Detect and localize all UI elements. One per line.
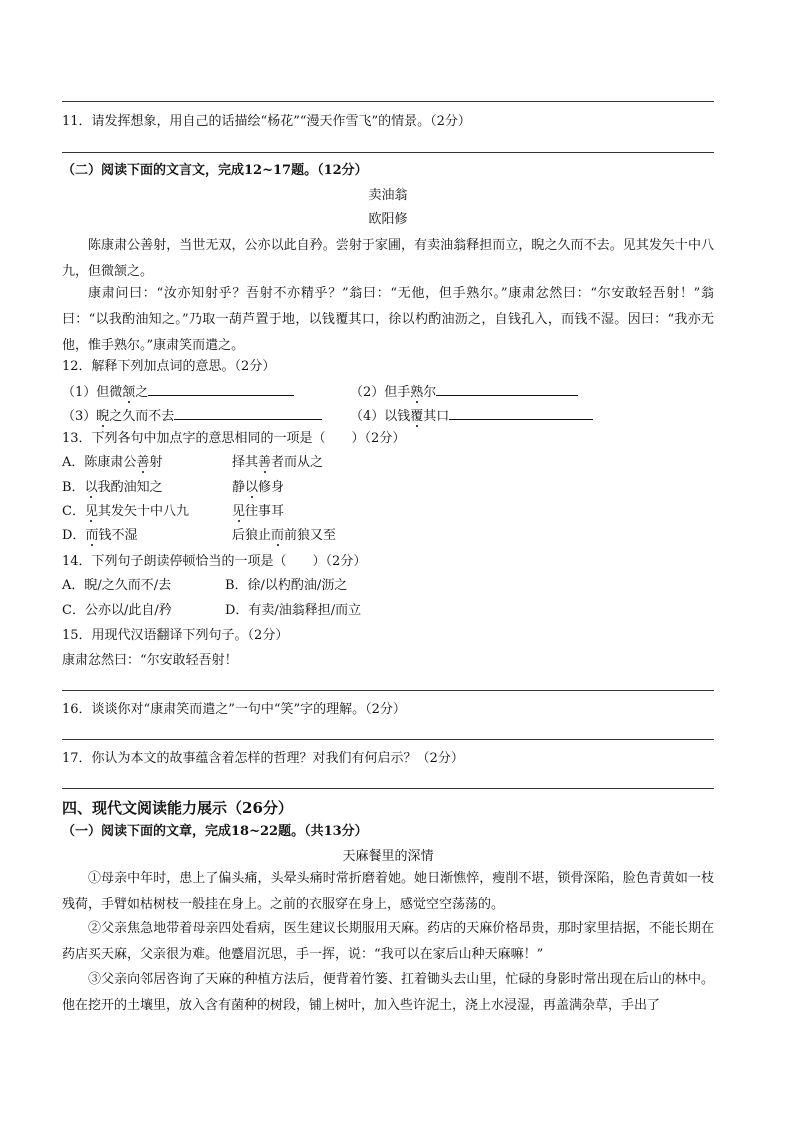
article-paragraph-1: ①母亲中年时，患上了偏头痛，头晕头痛时常折磨着她。她日渐憔悴，瘦削不堪，锁骨深陷，脸色青黄如一枝残荷，手臂如枯树枝一般挂在身上。之前的衣服穿在身上，感觉空空荡荡的。	[62, 871, 714, 912]
question-17: 17．你认为本文的故事蕴含着怎样的哲理？对我们有何启示？（2分）	[62, 751, 464, 766]
article-paragraph-2: ②父亲焦急地带着母亲四处看病，医生建议长期服用天麻。药店的天麻价格昂贵，那时家里拮据，不能长期在药店买天麻，父亲很为难。他蹙眉沉思，手一挥，说：“我可以在家后山种天麻嘛！”	[62, 921, 714, 962]
q13-option-d-left: D．而钱不湿	[62, 528, 138, 543]
question-11: 11．请发挥想象，用自己的话描绘“杨花”“漫天作雪飞”的情景。（2分）	[62, 114, 471, 129]
section-4-heading: 四、现代文阅读能力展示（26分）	[62, 799, 293, 817]
section-2-heading: （二）阅读下面的文言文，完成12~17题。（12分）	[62, 163, 368, 178]
q14-option-c: C．公亦以/此自/矜	[62, 603, 172, 618]
question-14-stem: 14．下列句子朗读停顿恰当的一项是（ ）（2分）	[62, 554, 367, 569]
answer-blank[interactable]	[436, 381, 578, 396]
answer-line[interactable]	[62, 739, 714, 740]
question-13-stem: 13．下列各句中加点字的意思相同的一项是（ ）（2分）	[62, 431, 406, 446]
question-12-stem: 12．解释下列加点词的意思。（2分）	[62, 359, 276, 374]
answer-blank[interactable]	[148, 381, 294, 396]
q14-option-a: A．睨/之久而不/去	[62, 578, 172, 593]
passage-paragraph-2: 康肃问曰：“汝亦知射乎？吾射不亦精乎？”翁曰：“无他，但手熟尔。”康肃忿然曰：“尔安敢轻吾射！”翁曰：“以我酌油知之。”乃取一葫芦置于地，以钱覆其口，徐以杓酌油沥之，自钱孔入，而钱不湿。因曰：“我亦无他，惟手熟尔。”康肃笑而遣之。	[62, 286, 714, 353]
passage-paragraph-1: 陈康肃公善射，当世无双，公亦以此自矜。尝射于家圃，有卖油翁释担而立，睨之久而不去。见其发矢十中八九，但微颔之。	[62, 238, 714, 279]
q14-option-b: B．徐/以杓酌油/沥之	[225, 578, 348, 593]
answer-line[interactable]	[62, 152, 714, 153]
section-4-subheading: （一）阅读下面的文章，完成18~22题。（共13分）	[62, 824, 368, 839]
answer-blank[interactable]	[174, 405, 322, 420]
answer-line[interactable]	[62, 690, 714, 691]
q13-option-d-right: 后狼止而前狼又至	[232, 528, 337, 543]
question-15-stem: 15．用现代汉语翻译下列句子。（2分）	[62, 628, 289, 643]
q13-option-a-right: 择其善者而从之	[232, 455, 324, 470]
passage-title: 卖油翁	[368, 188, 408, 203]
q12-item-3: （3）睨之久而不去	[62, 405, 322, 426]
q12-item-4: （4）以钱覆其口	[350, 405, 593, 426]
q12-item-2: （2）但手熟尔	[350, 381, 578, 402]
article-paragraph-3: ③父亲向邻居咨询了天麻的种植方法后，便背着竹篓、扛着锄头去山里，忙碌的身影时常出现在后山的林中。他在挖开的土壤里，放入含有菌种的树段，铺上树叶，加入些许泥土，浇上水浸湿，再盖满杂草，手出了	[62, 972, 714, 1013]
article-title: 天麻餐里的深情	[342, 849, 434, 864]
answer-line[interactable]	[62, 101, 714, 102]
question-15-sentence: 康肃忿然曰：“尔安敢轻吾射！	[62, 653, 238, 668]
passage-author: 欧阳修	[368, 212, 408, 227]
q14-option-d: D．有卖/油翁释担/而立	[225, 603, 362, 618]
question-16: 16．谈谈你对“康肃笑而遣之”一句中“笑”字的理解。（2分）	[62, 702, 406, 717]
q13-option-c-left: C．见其发矢十中八九	[62, 504, 189, 519]
q13-option-b-right: 静以修身	[232, 480, 285, 495]
answer-blank[interactable]	[449, 405, 593, 420]
q12-item-1: （1）但微颔之	[62, 381, 294, 402]
q13-option-a-left: A．陈康肃公善射	[62, 455, 163, 470]
answer-line[interactable]	[62, 788, 714, 789]
q13-option-b-left: B．以我酌油知之	[62, 480, 163, 495]
q13-option-c-right: 见往事耳	[232, 504, 285, 519]
